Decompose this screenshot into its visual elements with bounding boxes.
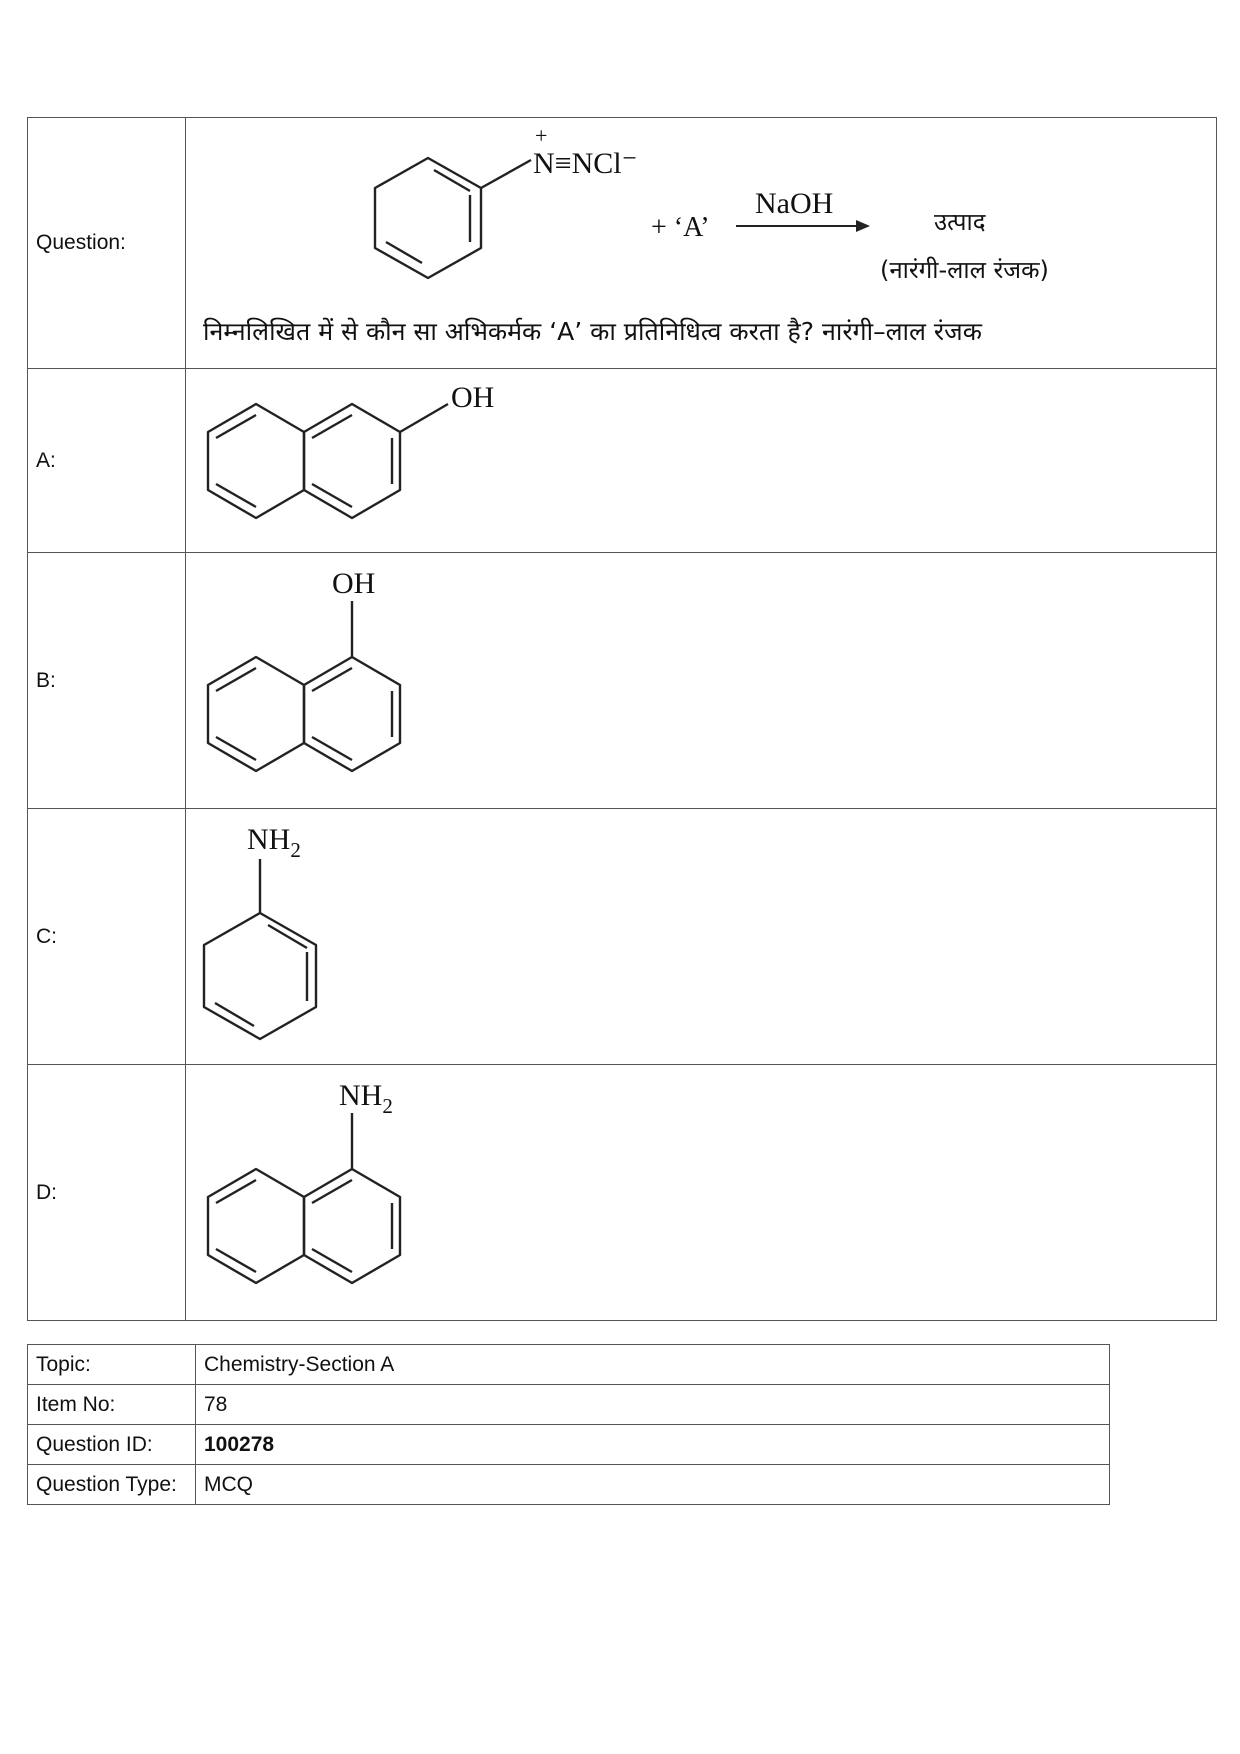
question-table [27, 117, 1217, 1321]
question-label: Question: [28, 118, 186, 369]
option-a-content [186, 369, 1217, 553]
option-b-structure [186, 553, 586, 808]
metadata-table [27, 1344, 1110, 1505]
question-id-label: Question ID: [28, 1425, 196, 1465]
option-b-content [186, 553, 1217, 809]
option-b-group: OH [332, 567, 376, 600]
question-content [186, 118, 1217, 369]
option-c-content [186, 809, 1217, 1065]
product-note: (नारंगी-लाल रंजक) [880, 256, 1049, 284]
option-c-label: C: [28, 809, 186, 1065]
topic-value: Chemistry-Section A [196, 1345, 1110, 1385]
benzenediazonium-structure [375, 158, 531, 278]
naphthol-1-rings [208, 601, 400, 771]
topic-label: Topic: [28, 1345, 196, 1385]
question-type-label: Question Type: [28, 1465, 196, 1505]
option-c-structure [186, 809, 586, 1064]
reagent-a: + ‘A’ [651, 212, 710, 243]
question-type-value: MCQ [196, 1465, 1110, 1505]
aniline-ring [204, 859, 316, 1039]
diazonium-label: N≡NCl⁻ [533, 147, 638, 180]
arrow-head [856, 220, 870, 232]
option-d-label: D: [28, 1065, 186, 1321]
naphthylamine-rings [208, 1113, 400, 1283]
product-label: उत्पाद [934, 208, 986, 236]
diazonium-charge: + [535, 123, 548, 148]
item-no-label: Item No: [28, 1385, 196, 1425]
option-b-label: B: [28, 553, 186, 809]
option-d-structure [186, 1065, 586, 1320]
option-a-group: OH [451, 381, 495, 414]
option-d-content [186, 1065, 1217, 1321]
option-a-structure [186, 369, 586, 552]
option-d-group: $NH_2$ [339, 1079, 393, 1118]
option-a-label: A: [28, 369, 186, 553]
option-c-group: $NH_2$ [247, 823, 301, 862]
naphthol-2-rings [208, 404, 448, 518]
question-id-value: 100278 [196, 1425, 1110, 1465]
arrow-label: NaOH [755, 187, 834, 220]
question-text: निम्नलिखित में से कौन सा अभिकर्मक ‘A’ का प्रतिनिधित्व करता है? नारंगी–लाल रंजक [203, 317, 982, 346]
question-reaction [186, 118, 1216, 368]
item-no-value: 78 [196, 1385, 1110, 1425]
